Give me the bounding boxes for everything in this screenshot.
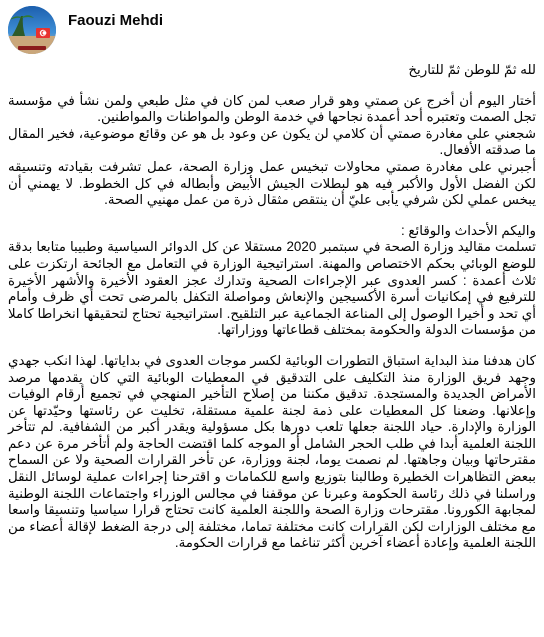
- post-paragraph: أختار اليوم أن أخرج عن صمتي وهو قرار صعب لمن كان في مثل طبعي ولمن نشأ في مؤسسة تجل الصمت وتعتبره أحد أعمدة نجاحها في خدمة الوطن والمواطنات والمواطنين.: [8, 92, 536, 125]
- profile-photo-icon[interactable]: [8, 6, 56, 54]
- post-paragraph: أجبرني على مغادرة صمتي محاولات تبخيس عمل وزارة الصحة، عمل تشرفت بقيادته وتنسيقه لكن الفضل الأول والأكبر فيه هو لبطلات الجيش الأبيض وأبطاله في كل الخطوط. لا يهمني أن يبخس عملي لكن شرفي يأبى عليّ أن ينتقص مثقال ذرة من عمل مهنيي الصحة.: [8, 158, 536, 208]
- post-paragraph: واليكم الأحداث والوقائع :: [400, 222, 536, 238]
- post-paragraph: كان هدفنا منذ البداية استباق التطورات الوبائية لكسر موجات العدوى في بداياتها. لهذا انكب جهدي وجهد فريق الوزارة منذ التكليف على التدقيق في المعطيات الوبائية التي كان يقدمها مرصد الأمراض الجديدة والمستجدة. تدقيق مكننا من إصلاح التأخير المنهجي في تجميع أرقام الوفيات وإعلانها. وضعنا كل المعطيات على ذمة لجنة علمية مستقلة، تخليت عن رئاستها وحيّدتها عن الوزارة والإدارة. حياد اللجنة جعلها تلعب دورها بكل مسؤولية ويقدر أكبر من الشفافية. لم تتأخر اللجنة العلمية أبدا في طلب الحجر الشامل أو الموجه كلما اقتضت الحاجة ولم أتأخر مرة عن دعم مقترحاتها وبيان وجاهتها. لم نصمت يوما، لجنة ووزارة، عن تأخر القرارات الصحية ولا عن السماح ببعض التظاهرات الخطيرة وطالبنا بتوزيع واسع للكمامات و اقترحنا إجراءات عملية لوسائل النقل وراسلنا في ذلك رئاسة الحكومة وعبرنا عن موقفنا في مجالس الوزراء واجتماعات اللجنة الوطنية لمجابهة الكورونا. مقترحات وزارة الصحة واللجنة العلمية كانت تحتاج قرارا سياسيا وتنسيقا واسعا مع مختلف الوزارات لكن القرارات كانت مختلفة تماما، مختلفة إلى درجة الضغط لإقالة أعضاء من اللجنة العلمية وإعادة أعضاء آخرين أكثر تناغما مع قرارات الحكومة.: [8, 352, 536, 551]
- author-name[interactable]: Faouzi Mehdi: [68, 12, 163, 29]
- post-paragraph: تسلمت مقاليد وزارة الصحة في سبتمبر 2020 مستقلا عن كل الدوائر السياسية وطبيبا متابعا بدقة للوضع الوبائي بحكم الاختصاص والمهنة. استراتيجية الوزارة في التعامل مع الجائحة ارتكزت على ثلاث أعمدة : كسر العدوى عبر الإجراءات الصحية وتدارك عجز العقود الأخيرة والأشهر الأخيرة للترفيع في إمكانيات أسرة الأكسيجين والإنعاش ومواصلة التكفل بالمرضى تحت أي ظرف وأمام أي تحد و أخيرا الوصول إلى المناعة الجماعية عبر التلقيح. استراتيجية تحتاج لتحقيقها انخراطا كاملا من مؤسسات الدولة والحكومة بمختلف قطاعاتها ووزاراتها.: [8, 239, 537, 338]
- post-paragraph: لله ثمّ للوطن ثمّ للتاريخ: [408, 62, 536, 77]
- post-header: [8, 6, 528, 54]
- post-body: [8, 62, 536, 566]
- post-paragraph: شجعني على مغادرة صمتي أن كلامي لن يكون عن وعود بل هو عن وقائع موضوعية، فخير المقال ما صدقته الأفعال.: [8, 125, 536, 158]
- avatar-image: [8, 6, 56, 54]
